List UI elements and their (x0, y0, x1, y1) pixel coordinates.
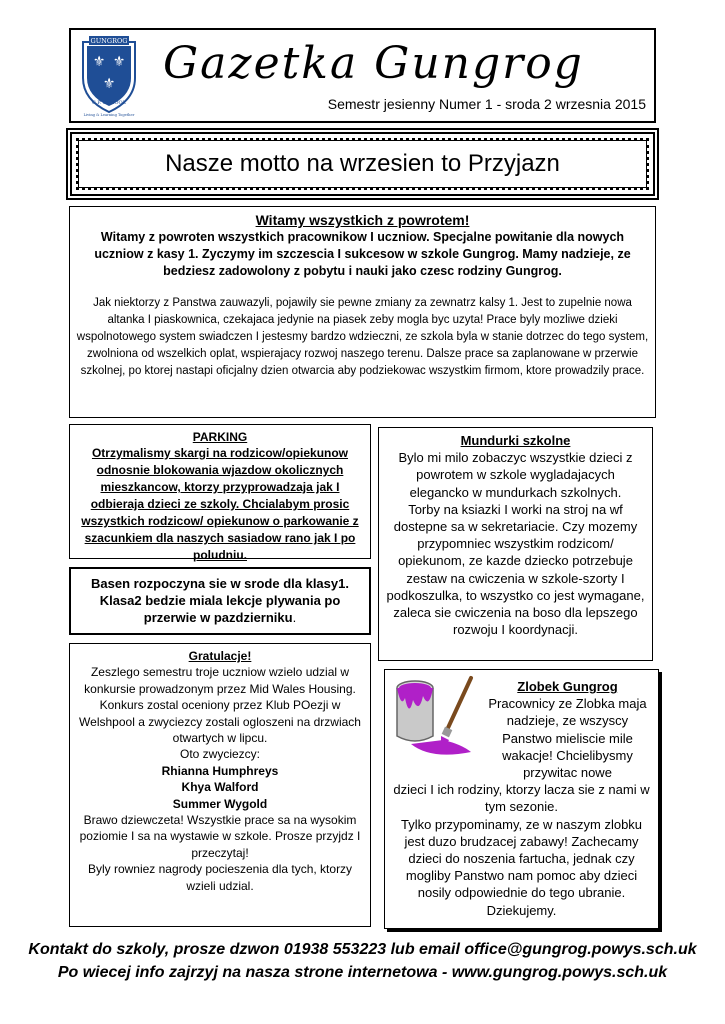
congratulations-outro: Brawo dziewczeta! Wszystkie prace sa na wysokim poziomie I sa na wystawie w szkole. Prosze przyjdz I przeczytaj! (79, 813, 361, 860)
uniform-article (378, 427, 653, 661)
welcome-lead: Witamy z powroten wszystkich pracownikow I uczniow. Specjalne powitanie dla nowych uczniow z kasy 1. Zyczymy im szczescia I sukcesow w szkole Gungrog. Mamy nadzieje, ze bedziesz zadowolony z pobytu i nauki jako czesc rodziny Gungrog. (94, 230, 631, 278)
paint-bucket-icon (391, 674, 483, 764)
newsletter-title: Gazetka Gungrog (163, 38, 584, 89)
nursery-paragraph-2: Tylko przypominamy, ze w naszym zlobku jest duzo brudzacej zabawy! Zachecamy dzieci do noszenia fartucha, jednak czy mogliby Panstwo nam pomoc aby dzieci nosily odpowiednie do tego ubranie. (400, 816, 643, 901)
congratulations-article (69, 643, 371, 927)
uniform-title: Mundurki szkolne (460, 433, 571, 448)
parking-body: Otrzymalismy skargi na rodzicow/opiekunow odnosnie blokowania wjazdow okolicznych mieszkancow, ktorzy przyprowadzaja jak I odbieraja dzieci ze szkoly. Chcialabym prosic wszystkich rodzicow/ opiekunow o parkowanie z szacunkiem dla naszych sasiadow rano jak I po poludniu. (81, 446, 359, 562)
nursery-thanks: Dziekujemy. (486, 902, 557, 918)
swimming-notice (69, 567, 371, 635)
masthead (69, 28, 656, 123)
svg-text:⚜: ⚜ (102, 76, 116, 92)
nursery-title: Zlobek Gungrog (517, 679, 618, 694)
winners-label: Oto zwyciezcy: (179, 747, 260, 762)
svg-text:GUNGROG: GUNGROG (90, 37, 128, 45)
issue-subtitle: Semestr jesienny Numer 1 - sroda 2 wrzesnia 2015 (327, 96, 646, 112)
swimming-period: . (292, 610, 297, 625)
uniform-paragraph-1: Bylo mi milo zobaczyc wszystkie dzieci z powrotem w szkole wygladajacych elegancko w mundurkach szkolnych. (398, 450, 633, 500)
winner-name: Khya Walford (181, 780, 259, 795)
welcome-title: Witamy wszystkich z powrotem! (255, 212, 470, 228)
parking-title: PARKING (192, 430, 248, 444)
nursery-paragraph-1b: dzieci I ich rodziny, ktorzy lacza sie z nami w tym sezonie. (393, 782, 650, 815)
svg-text:⚜: ⚜ (92, 54, 106, 70)
contact-footer: Kontakt do szkoly, prosze dzwon 01938 553223 lub email office@gungrog.powys.sch.uk (28, 941, 697, 958)
welcome-article (69, 206, 656, 418)
motto-frame (66, 128, 659, 200)
congratulations-intro: Zeszlego semestru troje uczniow wzielo udzial w konkursie prowadzonym przez Mid Wales Housing. Konkurs zostal oceniony przez Klub POezji w Welshpool a zwyciezcy zostali ogloszeni na drzwiach otwartych w lipcu. (79, 665, 361, 746)
svg-text:C.P. SCHOOL: C.P. SCHOOL (92, 100, 126, 106)
swimming-text: Basen rozpoczyna sie w srode dla klasy1. Klasa2 bedzie miala lekcje plywania po przerwie w pazdzierniku (91, 576, 349, 625)
svg-text:⚜: ⚜ (112, 54, 126, 70)
congratulations-title: Gratulacje! (188, 649, 252, 663)
parking-article (69, 424, 371, 562)
uniform-paragraph-2: Torby na ksiazki I worki na stroj na wf dostepne sa w sekretariacie. Czy mozemy przypomniec wszystkim rodzicom/ opiekunom, ze kazde dziecko potrzebuje zestaw na cwiczenia w szkole-szorty I podkoszulka, to wszystko co jest wymagane, zaleca sie cwiczenia na boso dla lepszego rozwoju I koordynacji. (386, 501, 645, 638)
svg-text:Living & Learning Together: Living & Learning Together (83, 113, 135, 117)
nursery-article (384, 669, 659, 929)
winner-name: Rhianna Humphreys (161, 763, 279, 778)
winner-name: Summer Wygold (172, 796, 268, 811)
congratulations-outro-2: Byly rowniez nagrody pocieszenia dla tych, ktorzy wzieli udzial. (87, 862, 353, 893)
motto-banner: Nasze motto na wrzesien to Przyjazn (78, 140, 647, 188)
welcome-body: Jak niektorzy z Panstwa zauwazyli, pojawily sie pewne zmiany za zewnatrz kalsy 1. Jest to zupelnie nowa altanka I piaskownica, czekajaca jedynie na piasek zeby mogla byc uzyta! Prace byly mozliwe dzieki wspolnotowego system swiadczen I jestesmy bardzo wdzieczni, ze szkola byla w stanie dotrzec do tego system, zwolniona od wszelkich oplat, wspierajacy rozwoj naszego terenu. Dalsze prace sa zaplanowane w przerwie szkolnej, po ktorej nastapi oficjalny dzien otwarcia aby podziekowac wszystkim firmom, ktore prowadzily prace. (76, 297, 649, 377)
website-footer: Po wiecej info zajrzyj na nasza strone internetowa - www.gungrog.powys.sch.uk (57, 964, 668, 981)
nursery-paragraph-1a: Pracownicy ze Zlobka maja nadzieje, ze wszyscy Panstwo mieliscie mile wakacje! Chcielibysmy przywitac nowe (488, 696, 647, 781)
school-crest-logo (77, 34, 141, 118)
